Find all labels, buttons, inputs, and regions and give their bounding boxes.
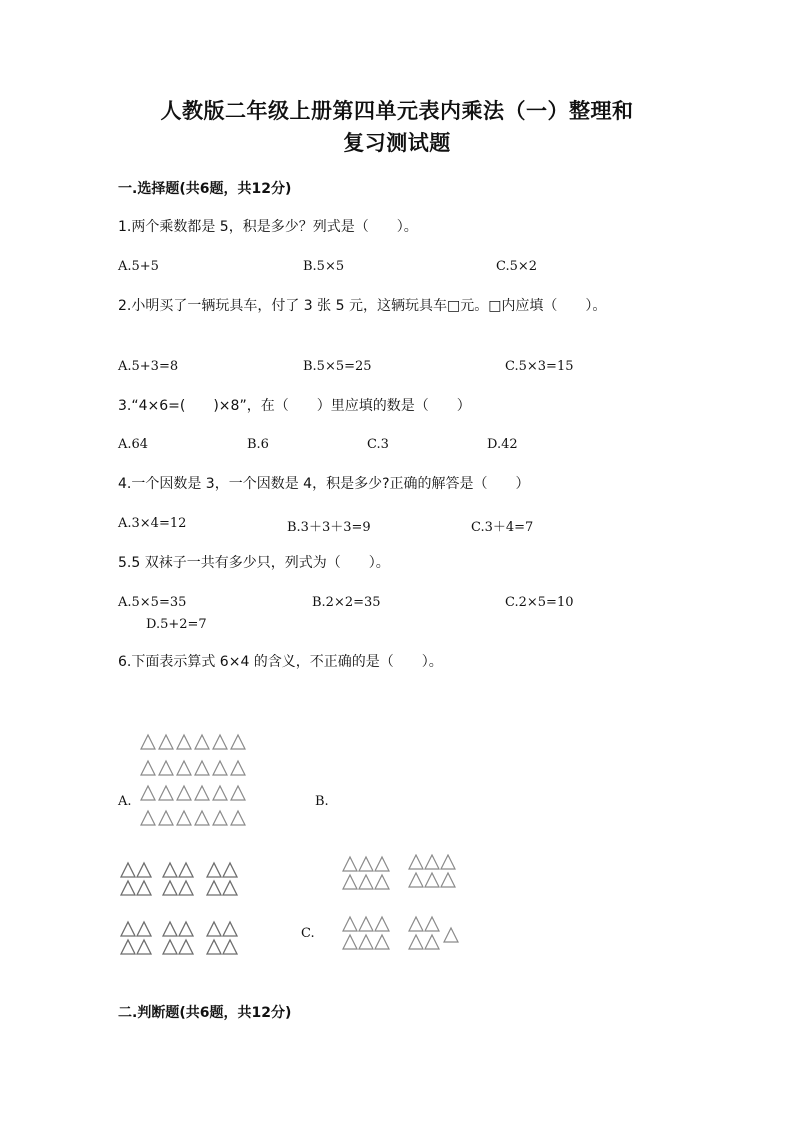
q1-option-b: B.5×5 xyxy=(303,259,345,274)
question-2: 2.小明买了一辆玩具车，付了 3 张 5 元，这辆玩具车□元。□内应填（ ）。 xyxy=(118,298,607,314)
question-6: 6.下面表示算式 6×4 的含义，不正确的是（ ）。 xyxy=(118,654,443,670)
q4-option-b: B.3＋3＋3=9 xyxy=(287,520,371,535)
section-heading-choice: 一.选择题(共6题，共12分) xyxy=(118,181,292,197)
q2-option-a: A.5+3=8 xyxy=(118,359,179,374)
figure-b-triangle-groups xyxy=(118,860,244,960)
q6-option-a: A. xyxy=(118,794,132,809)
q5-option-c: C.2×5=10 xyxy=(505,595,574,610)
question-3: 3.“4×6=( )×8”，在（ ）里应填的数是（ ） xyxy=(118,398,471,414)
q6-option-b: B. xyxy=(315,794,329,809)
q6-option-c: C. xyxy=(301,926,315,941)
question-1: 1.两个乘数都是 5，积是多少？列式是（ ）。 xyxy=(118,219,418,235)
q1-option-a: A.5+5 xyxy=(118,259,159,274)
section-heading-judgment: 二.判断题(共6题，共12分) xyxy=(118,1005,292,1021)
q3-option-a: A.64 xyxy=(118,437,149,452)
q2-option-b: B.5×5=25 xyxy=(303,359,372,374)
q5-option-d: D.5+2=7 xyxy=(146,617,207,632)
q5-option-b: B.2×2=35 xyxy=(312,595,381,610)
q3-option-d: D.42 xyxy=(487,437,518,452)
figure-c-triangle-groups xyxy=(340,854,466,954)
q2-option-c: C.5×3=15 xyxy=(505,359,574,374)
q1-option-c: C.5×2 xyxy=(496,259,538,274)
figure-a-triangle-grid xyxy=(140,733,250,829)
question-4: 4.一个因数是 3，一个因数是 4，积是多少?正确的解答是（ ） xyxy=(118,476,530,492)
q4-option-a: A.3×4=12 xyxy=(118,516,187,531)
q3-option-b: B.6 xyxy=(247,437,269,452)
q5-option-a: A.5×5=35 xyxy=(118,595,187,610)
q4-option-c: C.3＋4=7 xyxy=(471,520,534,535)
q3-option-c: C.3 xyxy=(367,437,389,452)
page-title-line-1: 人教版二年级上册第四单元表内乘法（一）整理和 xyxy=(160,98,634,123)
question-5: 5.5 双袜子一共有多少只，列式为（ ）。 xyxy=(118,555,390,571)
page-title-line-2: 复习测试题 xyxy=(343,130,451,155)
